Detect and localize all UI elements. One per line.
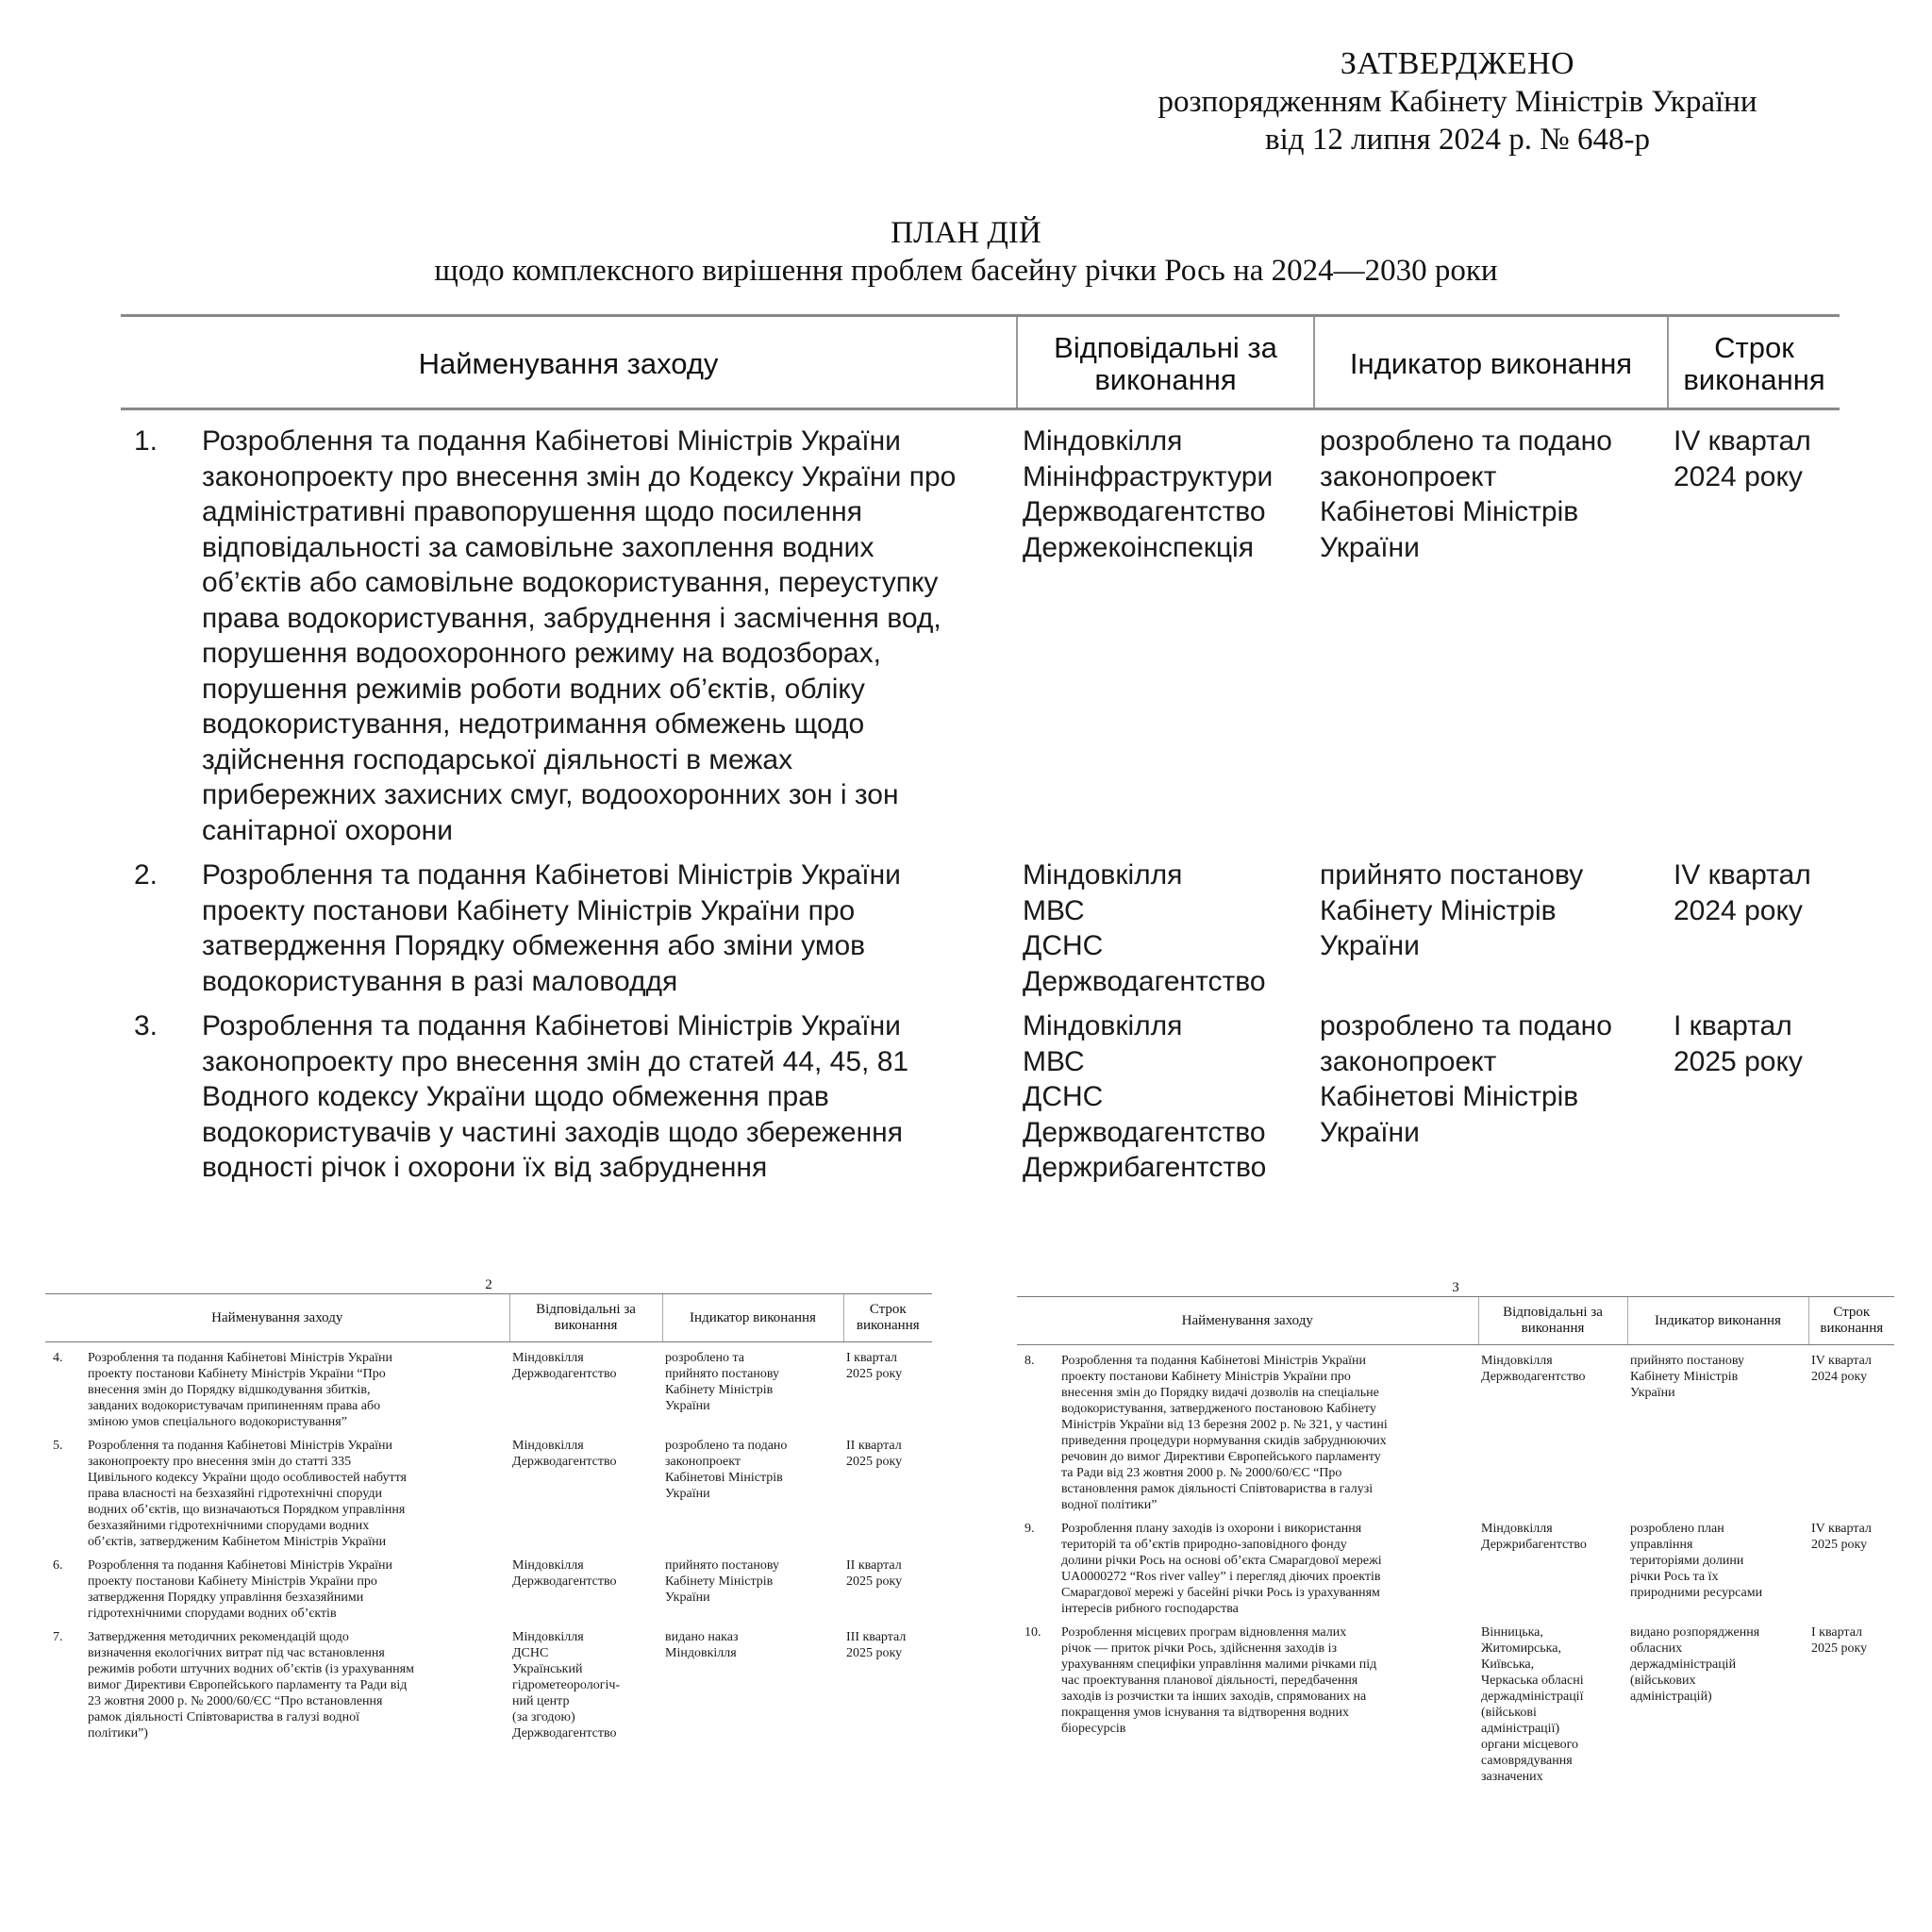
indicator-cell-line: Кабінетові Міністрів: [1320, 1081, 1579, 1112]
deadline-cell-line: 2025 року: [1811, 1641, 1868, 1656]
measure-text-line: водності річок і охорони їх від забруднення: [202, 1152, 768, 1183]
measure-cell: [85, 1342, 509, 1439]
responsible-cell-line: Міндовкілля: [1023, 859, 1183, 891]
measure-text-line: водокористувачів у частині заходів щодо збереження: [202, 1116, 903, 1148]
responsible-cell-line: самоврядування: [1481, 1754, 1573, 1768]
indicator-cell: [1314, 1008, 1668, 1195]
deadline-cell: [1808, 1521, 1894, 1624]
responsible-cell-line: Держводагентство: [512, 1455, 617, 1469]
responsible-cell-line: Міндовкілля: [512, 1558, 584, 1573]
measure-text: [202, 424, 956, 848]
responsible-cell: [509, 1342, 662, 1439]
deadline-cell: [1668, 858, 1840, 1008]
deadline-cell-line: I квартал: [846, 1351, 898, 1365]
page-3-table-body: [1017, 1345, 1894, 1793]
main-action-table: [121, 314, 1840, 1195]
indicator-cell-line: (військових: [1630, 1674, 1696, 1688]
measure-cell-line: гідротехнічними спорудами водних об’єктів: [88, 1607, 337, 1621]
table-row: [45, 1557, 932, 1629]
deadline-cell-line: 2024 року: [1811, 1370, 1868, 1384]
responsible-cell-line: Житомирська,: [1481, 1641, 1561, 1656]
indicator-cell-line: розроблено та подано: [1320, 425, 1612, 457]
responsible-cell-line: Держводагентство: [512, 1574, 617, 1589]
indicator-cell: [662, 1438, 843, 1557]
measure-cell-line: внесення змін до Порядку відшкодування збитків,: [88, 1383, 371, 1397]
page-3-table: [1017, 1296, 1894, 1792]
indicator-cell-line: управління: [1630, 1538, 1693, 1552]
deadline-cell: [843, 1342, 932, 1439]
deadline-cell: [843, 1629, 932, 1749]
deadline-cell-line: 2025 року: [846, 1455, 903, 1469]
row-number: 1.: [134, 425, 158, 457]
measure-cell: [85, 1438, 509, 1557]
page-2-action-table: [45, 1293, 932, 1749]
indicator-cell-line: законопроект: [1320, 1045, 1497, 1077]
measure-cell: [121, 858, 1017, 1008]
measure-cell-line: речовин до вимог Директиви Європейського парламенту: [1061, 1450, 1381, 1464]
indicator-cell-line: прийнято постанову: [1630, 1354, 1745, 1368]
indicator-cell-line: прийнято постанову: [665, 1558, 780, 1573]
indicator-cell-line: обласних: [1630, 1641, 1683, 1656]
measure-cell-line: Розроблення та подання Кабінетові Міністрів України: [88, 1558, 393, 1573]
header-indicator: Індикатор виконання: [1314, 316, 1668, 409]
measure-cell-line: Затвердження методичних рекомендацій щодо: [88, 1630, 349, 1644]
measure-cell-line: Розроблення місцевих програм відновлення малих: [1061, 1625, 1347, 1640]
responsible-cell: [509, 1557, 662, 1629]
measure-text-line: порушення режимів роботи водних об’єктів, обліку: [202, 673, 865, 705]
deadline-cell: [1668, 1008, 1840, 1195]
measure-cell-line: режимів роботи штучних водних об’єктів (із урахуванням: [88, 1662, 414, 1676]
responsible-cell-line: Держводагентство: [1023, 1116, 1266, 1148]
responsible-cell-line: Черкаська обласні: [1481, 1674, 1584, 1688]
measure-cell-line: покращення умов існування та відтворення водних: [1061, 1706, 1349, 1720]
measure-text-line: Розроблення та подання Кабінетові Міністрів України: [202, 1010, 901, 1041]
indicator-cell-line: Кабінетові Міністрів: [1320, 496, 1579, 527]
responsible-cell-line: органи місцевого: [1481, 1738, 1579, 1752]
measure-cell-line: безхазяйними гідротехнічними спорудами водних: [88, 1519, 370, 1533]
responsible-cell-line: держадміністрації: [1481, 1690, 1584, 1704]
row-number: 2.: [134, 859, 158, 891]
responsible-cell-line: Держрибагентство: [1481, 1538, 1587, 1552]
measure-cell-line: об’єктів, затвердженим Кабінетом Міністрів України: [88, 1535, 387, 1549]
indicator-cell-line: держадміністрацій: [1630, 1657, 1737, 1672]
measure-cell-line: рамок діяльності Співтовариства в галузі водної: [88, 1710, 359, 1724]
responsible-cell-line: Держводагентство: [512, 1367, 617, 1381]
measure-cell: [85, 1629, 509, 1749]
measure-cell-line: проекту постанови Кабінету Міністрів України про: [88, 1574, 377, 1589]
row-number: 5.: [53, 1439, 63, 1453]
measure-cell-line: територій та об’єктів природно-заповідного фонду: [1061, 1538, 1347, 1552]
deadline-cell-line: II квартал: [846, 1439, 902, 1453]
indicator-cell-line: розроблено та подано: [1320, 1010, 1612, 1041]
deadline-cell-line: 2025 року: [1674, 1045, 1803, 1077]
responsible-cell-line: (за згодою): [512, 1710, 575, 1724]
indicator-cell-line: України: [1320, 1116, 1420, 1148]
measure-cell-line: Смарагдової мережі у басейні річки Рось із урахуванням: [1061, 1586, 1380, 1600]
indicator-cell-line: України: [665, 1399, 710, 1413]
deadline-cell-line: I квартал: [1811, 1625, 1863, 1640]
table-row: [1017, 1345, 1894, 1522]
deadline-cell-line: 2025 року: [846, 1574, 903, 1589]
table-row: [45, 1342, 932, 1439]
plan-subtitle: щодо комплексного вирішення проблем басейну річки Рось на 2024—2030 роки: [434, 254, 1498, 288]
deadline-cell-line: III квартал: [846, 1630, 907, 1644]
measure-cell-line: зміною умов спеціального водокористування”: [88, 1415, 347, 1429]
header-measure: Найменування заходу: [121, 316, 1017, 409]
responsible-cell-line: ДСНС: [1023, 930, 1104, 961]
measure-text-line: санітарної охорони: [202, 814, 454, 846]
responsible-cell-line: Держводагентство: [1023, 496, 1266, 527]
measure-cell-line: внесення змін до Порядку видачі дозволів на спеціальне: [1061, 1386, 1379, 1400]
indicator-cell: [1627, 1624, 1808, 1792]
responsible-cell-line: Вінницька,: [1481, 1625, 1543, 1640]
measure-cell-line: заходів із розчистки та інших заходів, спрямованих на: [1061, 1690, 1367, 1704]
responsible-cell-line: Держводагентство: [1023, 965, 1266, 997]
responsible-cell-line: Держводагентство: [1481, 1370, 1586, 1384]
header-measure: Найменування заходу: [45, 1294, 509, 1342]
responsible-cell-line: ДСНС: [512, 1646, 549, 1660]
measure-cell-line: інтересів рибного господарства: [1061, 1602, 1239, 1616]
responsible-cell: [1017, 1008, 1314, 1195]
measure-cell-line: приведення процедури нормування скидів забруднюючих: [1061, 1434, 1387, 1448]
indicator-cell-line: України: [665, 1591, 710, 1605]
measure-cell: [121, 1008, 1017, 1195]
row-number: 7.: [53, 1630, 63, 1644]
indicator-cell-line: України: [1320, 930, 1420, 961]
indicator-cell-line: адміністрацій): [1630, 1690, 1712, 1704]
deadline-cell-line: 2025 року: [846, 1367, 903, 1381]
responsible-cell-line: гідрометеорологіч-: [512, 1678, 621, 1692]
main-table-body: [121, 409, 1840, 1195]
table-row: [45, 1438, 932, 1557]
deadline-cell: [1668, 409, 1840, 858]
header-deadline: Строк виконання: [1808, 1297, 1894, 1345]
row-number: 3.: [134, 1010, 158, 1041]
responsible-cell-line: ний центр: [512, 1694, 570, 1708]
indicator-cell-line: розроблено та: [665, 1351, 744, 1365]
header-responsible: Відповідальні за виконання: [509, 1294, 662, 1342]
plan-title: ПЛАН ДІЙ: [891, 216, 1041, 250]
responsible-cell-line: адміністрації): [1481, 1722, 1560, 1736]
row-number: 9.: [1024, 1522, 1035, 1536]
deadline-cell-line: IV квартал: [1811, 1522, 1872, 1536]
deadline-cell-line: 2025 року: [1811, 1538, 1868, 1552]
measure-cell-line: водних об’єктів, що визначаються Порядком управління: [88, 1503, 406, 1517]
responsible-cell-line: Міндовкілля: [1481, 1522, 1553, 1536]
measure-text-line: об’єктів або самовільне водокористування, переуступку: [202, 567, 939, 598]
deadline-cell: [843, 1557, 932, 1629]
indicator-cell-line: Кабінетові Міністрів: [665, 1471, 783, 1485]
measure-cell-line: встановлення рамок діяльності Співтовариства в галузі: [1061, 1482, 1374, 1496]
measure-text-line: відповідальності за самовільне захоплення водних: [202, 531, 874, 563]
page-2-table-body: [45, 1342, 932, 1750]
measure-cell-line: UA0000272 “Ros river valley” і перегляд діючих проектів: [1061, 1570, 1381, 1584]
measure-text-line: права водокористування, забруднення і засмічення вод,: [202, 602, 941, 634]
responsible-cell-line: (військові: [1481, 1706, 1537, 1720]
measure-cell-line: проекту постанови Кабінету Міністрів України “Про: [88, 1367, 386, 1381]
responsible-cell-line: Держводагентство: [512, 1726, 617, 1740]
table-row: [1017, 1521, 1894, 1624]
table-header-row: [1017, 1297, 1894, 1345]
deadline-cell-line: I квартал: [1674, 1010, 1792, 1041]
measure-text-line: Водного кодексу України щодо обмеження прав: [202, 1081, 829, 1112]
indicator-cell-line: розроблено та подано: [665, 1439, 788, 1453]
measure-cell-line: Розроблення та подання Кабінетові Міністрів України: [88, 1439, 393, 1453]
measure-cell-line: річок — приток річки Рось, здійснення заходів із: [1061, 1641, 1338, 1656]
responsible-cell-line: зазначених: [1481, 1770, 1543, 1784]
indicator-cell: [1627, 1345, 1808, 1522]
approval-stamp: [1108, 45, 1807, 158]
indicator-cell-line: прийнято постанову: [665, 1367, 780, 1381]
table-header-row: [45, 1294, 932, 1342]
responsible-cell-line: МВС: [1023, 894, 1085, 926]
page-3-action-table: [1017, 1296, 1894, 1792]
measure-text-line: затвердження Порядку обмеження або зміни умов: [202, 930, 866, 961]
deadline-cell-line: 2024 року: [1674, 894, 1803, 926]
measure-cell-line: Розроблення та подання Кабінетові Міністрів України: [1061, 1354, 1367, 1368]
measure-cell-line: завданих водокористувачам припиненням права або: [88, 1399, 381, 1413]
measure-cell-line: долини річки Рось на основі об’єкта Смарагдової мережі: [1061, 1554, 1382, 1568]
measure-cell-line: права власності на безхазяйні гідротехнічні споруди: [88, 1487, 382, 1501]
indicator-cell-line: України: [665, 1487, 710, 1501]
header-deadline: Строк виконання: [1668, 316, 1840, 409]
header-measure: Найменування заходу: [1017, 1297, 1478, 1345]
indicator-cell-line: прийнято постанову: [1320, 859, 1584, 891]
page-2-table: [45, 1293, 932, 1749]
indicator-cell-line: Кабінету Міністрів: [1320, 894, 1557, 926]
indicator-cell-line: природними ресурсами: [1630, 1586, 1763, 1600]
measure-cell: [1058, 1624, 1478, 1792]
responsible-cell: [1478, 1624, 1627, 1792]
indicator-cell-line: видано наказ: [665, 1630, 739, 1644]
responsible-cell: [509, 1438, 662, 1557]
measure-cell-line: проекту постанови Кабінету Міністрів України про: [1061, 1370, 1351, 1384]
responsible-cell-line: ДСНС: [1023, 1081, 1104, 1112]
indicator-cell: [662, 1342, 843, 1439]
deadline-cell-line: IV квартал: [1811, 1354, 1872, 1368]
indicator-cell-line: Кабінету Міністрів: [1630, 1370, 1739, 1384]
measure-cell-line: політики”): [88, 1726, 148, 1740]
table-row: [121, 858, 1840, 1008]
deadline-cell-line: IV квартал: [1674, 859, 1811, 891]
measure-cell: [121, 409, 1017, 858]
table-header-row: [121, 316, 1840, 409]
table-row: [1017, 1624, 1894, 1792]
deadline-cell-line: 2024 року: [1674, 460, 1803, 492]
measure-cell: [1058, 1345, 1478, 1522]
plan-heading: [0, 214, 1932, 290]
deadline-cell-line: IV квартал: [1674, 425, 1811, 457]
responsible-cell-line: Міндовкілля: [512, 1630, 584, 1644]
responsible-cell: [1017, 409, 1314, 858]
measure-cell-line: 23 жовтня 2000 р. № 2000/60/ЄС “Про встановлення: [88, 1694, 383, 1708]
measure-text: [202, 858, 901, 999]
measure-cell-line: Міністрів України від 13 березня 2002 р. № 321, у частині: [1061, 1418, 1388, 1432]
measure-cell-line: законопроекту про внесення змін до статті 335: [88, 1455, 352, 1469]
measure-cell-line: водної політики”: [1061, 1498, 1158, 1512]
indicator-cell-line: Кабінету Міністрів: [665, 1383, 774, 1397]
measure-cell-line: затвердження Порядку управління безхазяйними: [88, 1591, 364, 1605]
measure-text-line: законопроекту про внесення змін до статей 44, 45, 81: [202, 1045, 909, 1077]
header-indicator: Індикатор виконання: [1627, 1297, 1808, 1345]
indicator-cell-line: Міндовкілля: [665, 1646, 737, 1660]
indicator-cell-line: розроблено план: [1630, 1522, 1724, 1536]
responsible-cell-line: Держрибагентство: [1023, 1152, 1267, 1183]
responsible-cell-line: Мінінфраструктури: [1023, 460, 1274, 492]
deadline-cell: [1808, 1345, 1894, 1522]
page-number: 2: [485, 1277, 492, 1292]
row-number: 10.: [1024, 1625, 1041, 1640]
responsible-cell: [509, 1629, 662, 1749]
measure-text-line: адміністративні правопорушення щодо посилення: [202, 496, 862, 527]
row-number: 6.: [53, 1558, 63, 1573]
action-plan-table: [121, 314, 1840, 1195]
responsible-cell-line: Міндовкілля: [1481, 1354, 1553, 1368]
indicator-cell: [1627, 1521, 1808, 1624]
indicator-cell: [662, 1557, 843, 1629]
measure-text-line: порушення водоохоронного режиму на водозборах,: [202, 638, 881, 669]
responsible-cell: [1478, 1345, 1627, 1522]
table-row: [121, 409, 1840, 858]
measure-text-line: Розроблення та подання Кабінетові Міністрів України: [202, 425, 901, 457]
measure-text-line: законопроекту про внесення змін до Кодексу України про: [202, 460, 957, 492]
approval-line-1: розпорядженням Кабінету Міністрів України: [1158, 85, 1757, 119]
indicator-cell-line: законопроект: [1320, 460, 1497, 492]
responsible-cell-line: Міндовкілля: [512, 1439, 584, 1453]
measure-text-line: прибережних захисних смуг, водоохоронних зон і зон: [202, 779, 899, 810]
responsible-cell: [1478, 1521, 1627, 1624]
responsible-cell-line: Український: [512, 1662, 583, 1676]
indicator-cell: [1314, 858, 1668, 1008]
responsible-cell-line: Київська,: [1481, 1657, 1535, 1672]
measure-cell: [85, 1557, 509, 1629]
measure-cell-line: та Ради від 23 жовтня 2000 р. № 2000/60/ЄС “Про: [1061, 1466, 1342, 1480]
row-number: 8.: [1024, 1354, 1035, 1368]
responsible-cell-line: Міндовкілля: [1023, 425, 1183, 457]
deadline-cell-line: 2025 року: [846, 1646, 903, 1660]
indicator-cell-line: Кабінету Міністрів: [665, 1574, 774, 1589]
header-responsible: Відповідальні за виконання: [1478, 1297, 1627, 1345]
measure-text-line: водокористування в разі маловоддя: [202, 965, 678, 997]
header-indicator: Індикатор виконання: [662, 1294, 843, 1342]
measure-text-line: проекту постанови Кабінету Міністрів України про: [202, 894, 856, 926]
row-number: 4.: [53, 1351, 63, 1365]
measure-cell-line: водокористування, затвердженого постановою Кабінету: [1061, 1402, 1376, 1416]
header-responsible: Відповідальні за виконання: [1017, 316, 1314, 409]
responsible-cell-line: Міндовкілля: [512, 1351, 584, 1365]
measure-cell: [1058, 1521, 1478, 1624]
deadline-cell: [843, 1438, 932, 1557]
measure-cell-line: Цивільного кодексу України щодо особливостей набуття: [88, 1471, 407, 1485]
deadline-cell-line: II квартал: [846, 1558, 902, 1573]
indicator-cell: [1314, 409, 1668, 858]
indicator-cell-line: видано розпорядження: [1630, 1625, 1760, 1640]
approval-title: ЗАТВЕРДЖЕНО: [1340, 46, 1575, 81]
header-deadline: Строк виконання: [843, 1294, 932, 1342]
table-row: [121, 1008, 1840, 1195]
indicator-cell: [662, 1629, 843, 1749]
indicator-cell-line: України: [1320, 531, 1420, 563]
responsible-cell: [1017, 858, 1314, 1008]
measure-cell-line: час проектування планової діяльності, передбачення: [1061, 1674, 1358, 1688]
measure-text: [202, 1008, 908, 1186]
deadline-cell: [1808, 1624, 1894, 1792]
measure-text-line: водокористування, недотримання обмежень щодо: [202, 708, 865, 740]
measure-cell-line: визначення екологічних витрат під час встановлення: [88, 1646, 385, 1660]
page-number: 3: [1452, 1280, 1459, 1295]
measure-cell-line: урахуванням специфіки управління малими річками під: [1061, 1657, 1377, 1672]
measure-cell-line: вимог Директиви Європейського парламенту та Ради від: [88, 1678, 408, 1692]
responsible-cell-line: МВС: [1023, 1045, 1085, 1077]
measure-cell-line: Розроблення та подання Кабінетові Міністрів України: [88, 1351, 393, 1365]
indicator-cell-line: України: [1630, 1386, 1675, 1400]
measure-text-line: Розроблення та подання Кабінетові Міністрів України: [202, 859, 901, 891]
indicator-cell-line: річки Рось та їх: [1630, 1570, 1719, 1584]
responsible-cell-line: Міндовкілля: [1023, 1010, 1183, 1041]
approval-line-2: від 12 липня 2024 р. № 648-р: [1265, 123, 1650, 157]
measure-cell-line: Розроблення плану заходів із охорони і використання: [1061, 1522, 1362, 1536]
measure-cell-line: біоресурсів: [1061, 1722, 1126, 1736]
indicator-cell-line: територіями долини: [1630, 1554, 1744, 1568]
responsible-cell-line: Держекоінспекція: [1023, 531, 1254, 563]
measure-text-line: здійснення господарської діяльності в межах: [202, 743, 793, 775]
indicator-cell-line: законопроект: [665, 1455, 741, 1469]
table-row: [45, 1629, 932, 1749]
